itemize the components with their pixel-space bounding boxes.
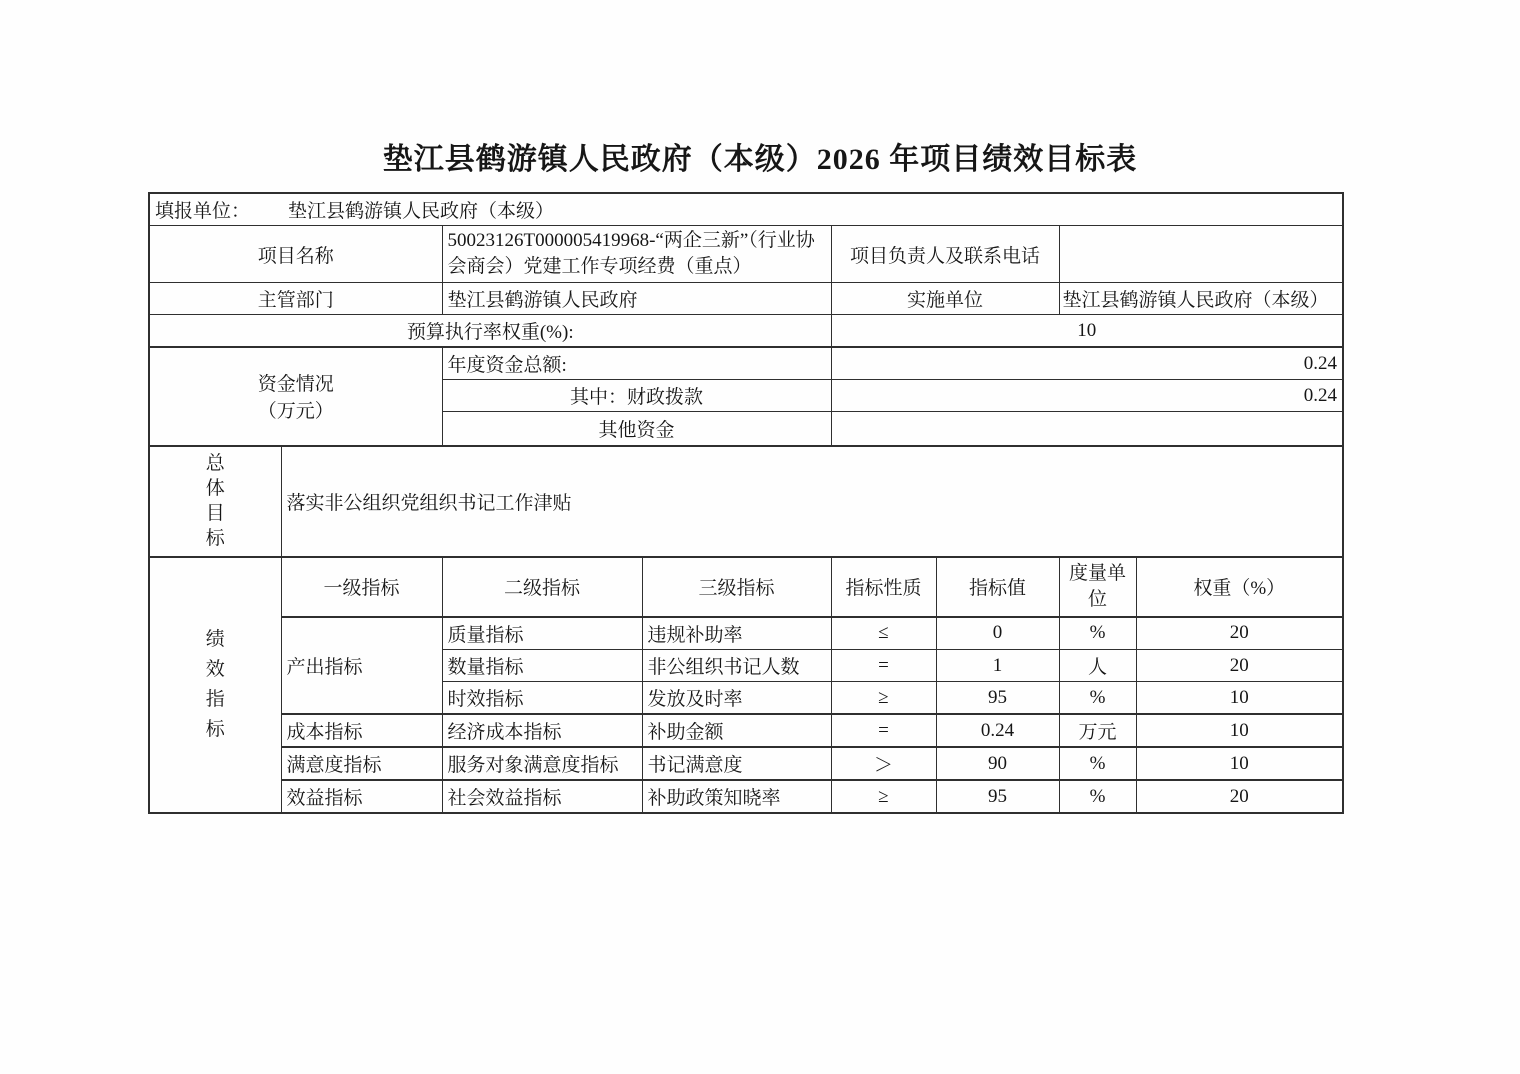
budget-weight-label: 预算执行率权重(%): bbox=[149, 315, 831, 348]
funds-fiscal-label: 其中：财政拨款 bbox=[442, 380, 831, 412]
filler-unit-cell bbox=[149, 193, 1343, 226]
table-row bbox=[149, 283, 1343, 315]
indicator-level1: 产出指标 bbox=[281, 617, 442, 715]
indicator-value: 0.24 bbox=[936, 714, 1059, 747]
dept-label: 主管部门 bbox=[149, 283, 442, 315]
overall-goal-label: 总体目标 bbox=[205, 453, 225, 549]
performance-target-table bbox=[148, 192, 1344, 814]
indicator-nature: ≥ bbox=[831, 682, 936, 715]
indicator-unit: % bbox=[1059, 780, 1136, 813]
indicator-level2: 经济成本指标 bbox=[442, 714, 642, 747]
funds-other-label: 其他资金 bbox=[442, 412, 831, 446]
indicator-nature: ≤ bbox=[831, 617, 936, 650]
filler-unit-value: 垫江县鹤游镇人民政府（本级） bbox=[288, 201, 555, 222]
indicator-value: 0 bbox=[936, 617, 1059, 650]
col-header-unit: 度量单位 bbox=[1059, 557, 1136, 617]
impl-unit-label: 实施单位 bbox=[831, 283, 1059, 315]
col-header-level2: 二级指标 bbox=[442, 557, 642, 617]
table-row bbox=[149, 714, 1343, 747]
indicator-nature: ＞ bbox=[831, 747, 936, 780]
indicator-value: 90 bbox=[936, 747, 1059, 780]
indicator-weight: 20 bbox=[1136, 780, 1343, 813]
col-header-level1: 一级指标 bbox=[281, 557, 442, 617]
indicator-unit: % bbox=[1059, 617, 1136, 650]
table-row bbox=[149, 780, 1343, 813]
funds-group-label-line2: （万元） bbox=[257, 401, 334, 423]
funds-group-label bbox=[149, 347, 442, 446]
funds-total-label: 年度资金总额: bbox=[442, 347, 831, 380]
indicator-level1: 效益指标 bbox=[281, 780, 442, 813]
indicator-level2: 时效指标 bbox=[442, 682, 642, 715]
indicator-weight: 10 bbox=[1136, 747, 1343, 780]
indicator-value: 1 bbox=[936, 650, 1059, 682]
table-row bbox=[149, 347, 1343, 380]
table-row bbox=[149, 617, 1343, 650]
indicator-unit: 人 bbox=[1059, 650, 1136, 682]
indicator-unit: % bbox=[1059, 747, 1136, 780]
filler-unit-label: 填报单位： bbox=[155, 201, 251, 222]
indicator-weight: 10 bbox=[1136, 714, 1343, 747]
table-row bbox=[149, 446, 1343, 557]
indicator-value: 95 bbox=[936, 780, 1059, 813]
indicator-unit: 万元 bbox=[1059, 714, 1136, 747]
funds-total-value: 0.24 bbox=[831, 347, 1343, 380]
indicator-level1: 成本指标 bbox=[281, 714, 442, 747]
col-header-value: 指标值 bbox=[936, 557, 1059, 617]
page-title: 垫江县鹤游镇人民政府（本级）2026 年项目绩效目标表 bbox=[382, 143, 1138, 176]
indicator-level3: 补助政策知晓率 bbox=[642, 780, 831, 813]
indicator-level3: 书记满意度 bbox=[642, 747, 831, 780]
indicator-value: 95 bbox=[936, 682, 1059, 715]
table-row bbox=[149, 315, 1343, 348]
indicator-unit: % bbox=[1059, 682, 1136, 715]
project-manager-label: 项目负责人及联系电话 bbox=[831, 226, 1059, 283]
table-header-row bbox=[149, 557, 1343, 617]
project-name-value: 50023126T000005419968-“两企三新”（行业协会商会）党建工作专项经费（重点） bbox=[442, 226, 831, 283]
overall-goal-text: 落实非公组织党组织书记工作津贴 bbox=[281, 446, 1343, 557]
indicator-level2: 社会效益指标 bbox=[442, 780, 642, 813]
impl-unit-value: 垫江县鹤游镇人民政府（本级） bbox=[1059, 283, 1343, 315]
indicator-level3: 发放及时率 bbox=[642, 682, 831, 715]
indicator-level3: 非公组织书记人数 bbox=[642, 650, 831, 682]
indicator-level3: 违规补助率 bbox=[642, 617, 831, 650]
col-header-weight: 权重（%） bbox=[1136, 557, 1343, 617]
table-row bbox=[149, 193, 1343, 226]
project-name-label: 项目名称 bbox=[149, 226, 442, 283]
indicator-nature: = bbox=[831, 650, 936, 682]
col-header-nature: 指标性质 bbox=[831, 557, 936, 617]
indicator-nature: ≥ bbox=[831, 780, 936, 813]
funds-fiscal-value: 0.24 bbox=[831, 380, 1343, 412]
funds-group-label-line1: 资金情况 bbox=[257, 374, 334, 396]
table-row bbox=[149, 226, 1343, 283]
indicator-weight: 20 bbox=[1136, 617, 1343, 650]
indicators-side-label: 绩效指标 bbox=[205, 628, 225, 740]
indicator-nature: = bbox=[831, 714, 936, 747]
indicator-weight: 10 bbox=[1136, 682, 1343, 715]
indicator-level2: 服务对象满意度指标 bbox=[442, 747, 642, 780]
budget-weight-value: 10 bbox=[831, 315, 1343, 348]
indicator-level1: 满意度指标 bbox=[281, 747, 442, 780]
indicator-level3: 补助金额 bbox=[642, 714, 831, 747]
funds-other-value bbox=[831, 412, 1343, 446]
indicator-level2: 数量指标 bbox=[442, 650, 642, 682]
indicator-level2: 质量指标 bbox=[442, 617, 642, 650]
indicator-weight: 20 bbox=[1136, 650, 1343, 682]
dept-value: 垫江县鹤游镇人民政府 bbox=[442, 283, 831, 315]
project-manager-value bbox=[1059, 226, 1343, 283]
table-row bbox=[149, 747, 1343, 780]
col-header-level3: 三级指标 bbox=[642, 557, 831, 617]
indicators-side-label-cell bbox=[149, 557, 281, 814]
overall-goal-label-cell bbox=[149, 446, 281, 557]
